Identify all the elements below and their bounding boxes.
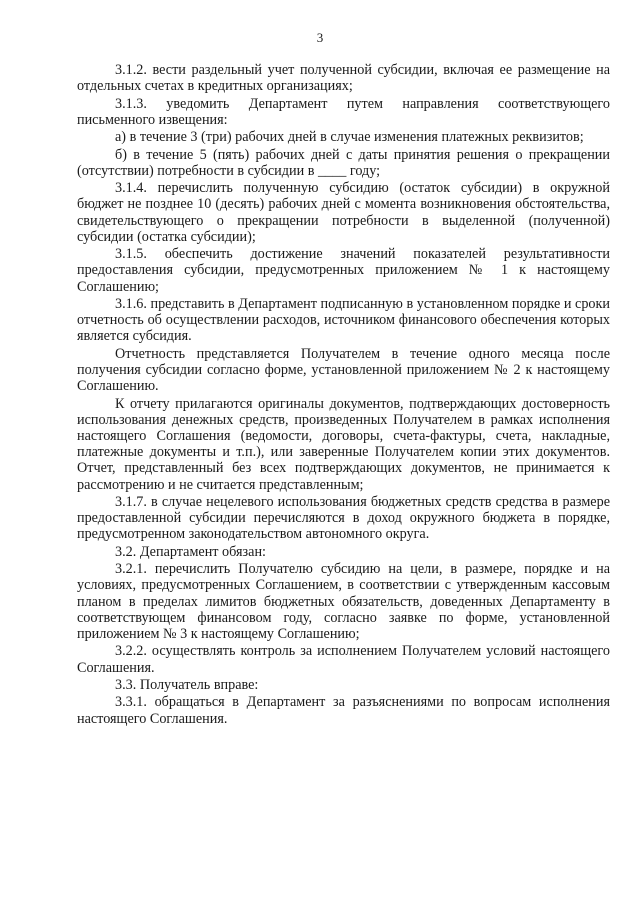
paragraph-3-1-3: 3.1.3. уведомить Департамент путем направления соответствующего письменного извещения: xyxy=(77,95,610,128)
paragraph-attachments: К отчету прилагаются оригиналы документов, подтверждающих достоверность использования денежных средств, произведенных Получателем в рамках исполнения настоящего Соглашения (ведомости, договоры, счета-фактуры, счета, накладные, платежные документы и т.п.), или заверенные Получателем копии этих документов. Отчет, представленный без всех подтверждающих документов, не принимается к рассмотрению и не считается представленным; xyxy=(77,395,610,493)
paragraph-3-1-6: 3.1.6. представить в Департамент подписанную в установленном порядке и сроки отчетность об осуществлении расходов, источником финансового обеспечения которых является субсидия. xyxy=(77,295,610,345)
paragraph-3-1-7: 3.1.7. в случае нецелевого использования бюджетных средств средства в размере предоставленной субсидии перечисляются в доход окружного бюджета в порядке, предусмотренном законодательством автономного округа. xyxy=(77,493,610,543)
document-body xyxy=(77,62,610,728)
paragraph-3-2-1: 3.2.1. перечислить Получателю субсидию на цели, в размере, порядке и на условиях, предусмотренных Соглашением, в соответствии с утвержденным кассовым планом в пределах лимитов бюджетных обязательств, доведенных Департаменту в соответствующем финансовом году, согласно заявке по форме, установленной приложением № 3 к настоящему Соглашению; xyxy=(77,561,610,642)
paragraph-3-2-2: 3.2.2. осуществлять контроль за исполнением Получателем условий настоящего Соглашения. xyxy=(77,643,610,676)
paragraph-3-1-4: 3.1.4. перечислить полученную субсидию (остаток субсидии) в окружной бюджет не позднее 10 (десять) рабочих дней с момента возникновения обстоятельства, свидетельствующего о прекращении потребности в выделенной (полученной) субсидии (остатка субсидии); xyxy=(77,180,610,245)
paragraph-3-1-3-a: а) в течение 3 (три) рабочих дней в случае изменения платежных реквизитов; xyxy=(115,129,584,146)
paragraph-reporting: Отчетность представляется Получателем в течение одного месяца после получения субсидии согласно форме, установленной приложением № 2 к настоящему Соглашению. xyxy=(77,345,610,395)
paragraph-3-1-5: 3.1.5. обеспечить достижение значений показателей результативности предоставления субсидии, предусмотренных приложением № 1 к настоящему Соглашению; xyxy=(77,246,610,295)
paragraph-3-3: 3.3. Получатель вправе: xyxy=(115,676,259,693)
paragraph-3-2: 3.2. Департамент обязан: xyxy=(115,543,266,560)
paragraph-3-1-3-b: б) в течение 5 (пять) рабочих дней с даты принятия решения о прекращении (отсутствии) потребности в субсидии в ____ году; xyxy=(77,146,610,179)
page-number: 3 xyxy=(316,30,324,45)
paragraph-3-3-1: 3.3.1. обращаться в Департамент за разъяснениями по вопросам исполнения настоящего Соглашения. xyxy=(77,694,610,727)
paragraph-3-1-2: 3.1.2. вести раздельный учет полученной субсидии, включая ее размещение на отдельных счетах в кредитных организациях; xyxy=(77,62,610,95)
